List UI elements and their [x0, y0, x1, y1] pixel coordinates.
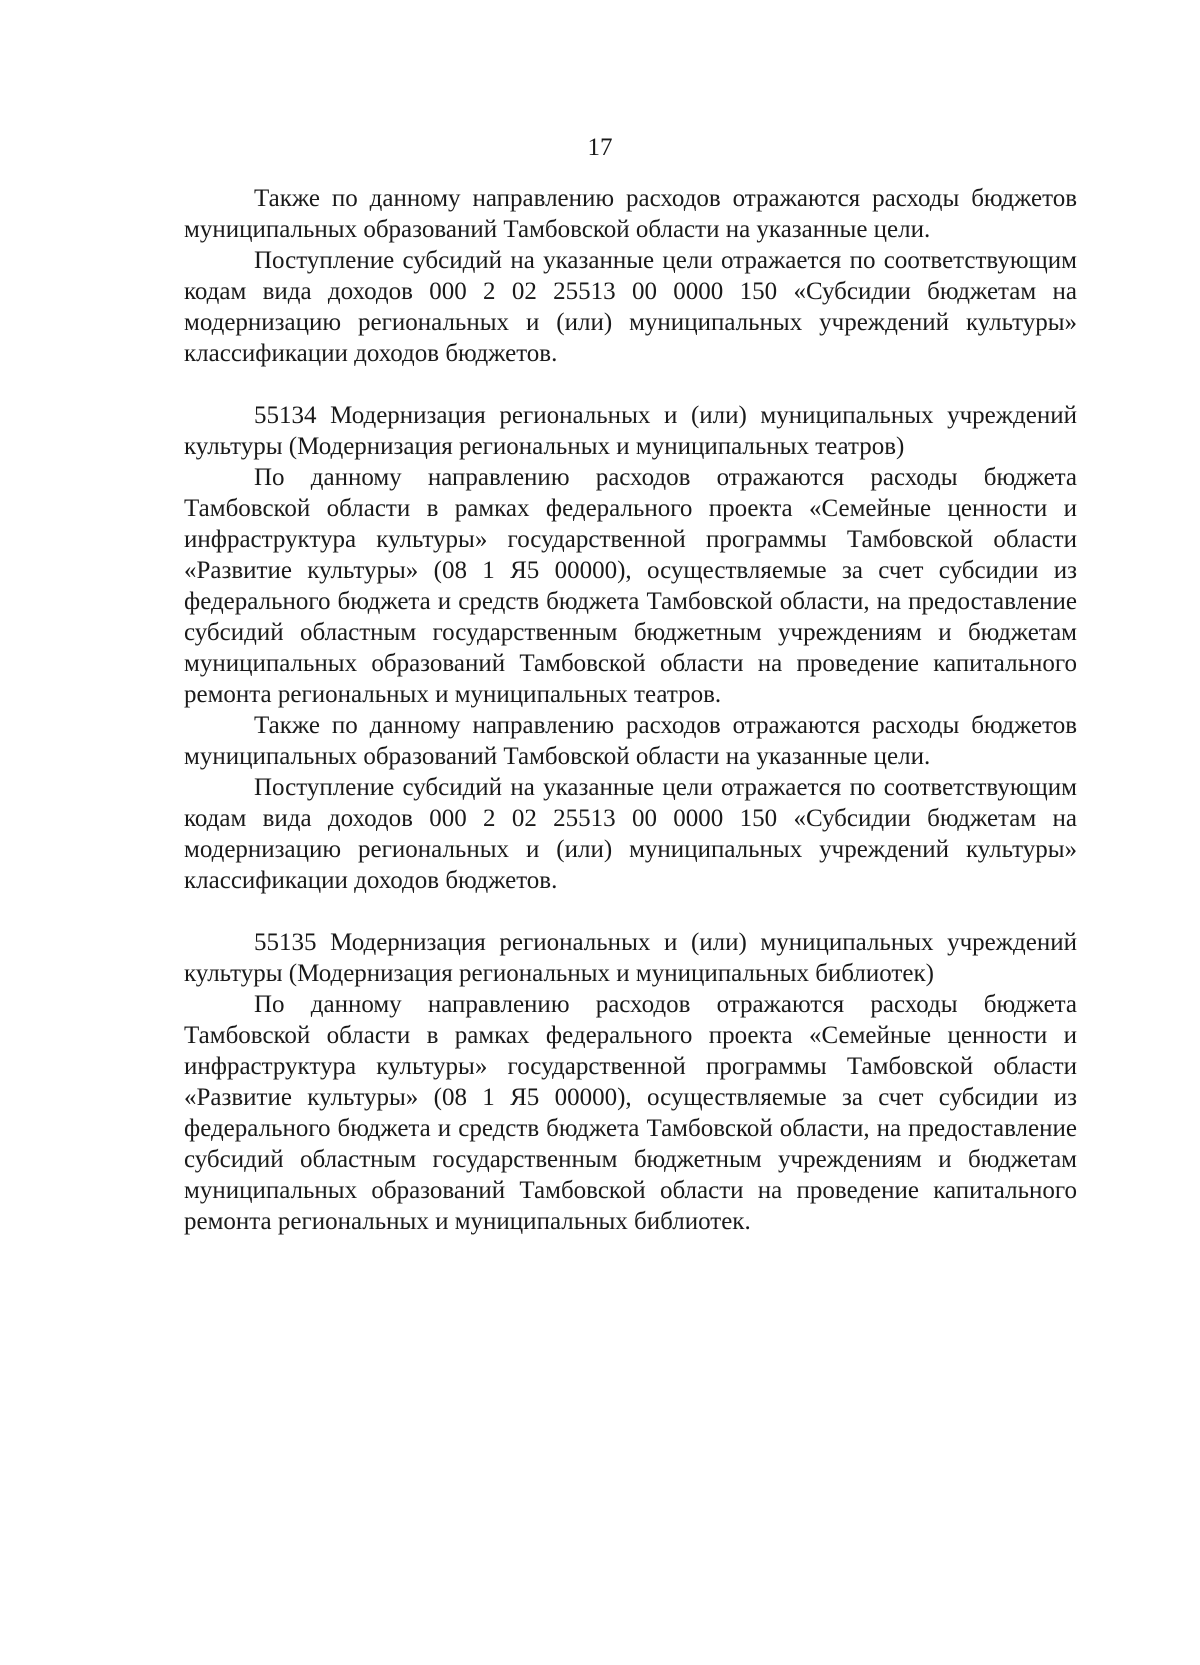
paragraph-subsidy-income-codes: Поступление субсидий на указанные цели отражается по соответствующим кодам вида доходов 000 2 02 25513 00 0000 150 «Субсидии бюджетам на модернизацию региональных и (или) муниципальных учреждений культуры» классификации доходов бюджетов.: [184, 774, 1077, 894]
section-spacer: [184, 896, 1077, 927]
paragraph-subsidy-income-codes: Поступление субсидий на указанные цели отражается по соответствующим кодам вида доходов 000 2 02 25513 00 0000 150 «Субсидии бюджетам на модернизацию региональных и (или) муниципальных учреждений культуры» классификации доходов бюджетов.: [184, 247, 1077, 367]
paragraph-libraries-description: По данному направлению расходов отражаются расходы бюджета Тамбовской области в рамках федерального проекта «Семейные ценности и инфраструктура культуры» государственной программы Тамбовской области «Развитие культуры» (08 1 Я5 00000), осуществляемые за счет субсидии из федерального бюджета и средств бюджета Тамбовской области, на предоставление субсидий областным государственным бюджетным учреждениям и бюджетам муниципальных образований Тамбовской области на проведение капитального ремонта региональных и муниципальных библиотек.: [184, 991, 1077, 1235]
document-body: [184, 183, 1077, 1237]
page-number: 17: [587, 134, 613, 161]
section-heading-55135: 55135 Модернизация региональных и (или) муниципальных учреждений культуры (Модернизация региональных и муниципальных библиотек): [184, 929, 1077, 987]
section-spacer: [184, 369, 1077, 400]
paragraph-expenses-municipal: Также по данному направлению расходов отражаются расходы бюджетов муниципальных образований Тамбовской области на указанные цели.: [184, 712, 1077, 770]
paragraph-expenses-municipal: Также по данному направлению расходов отражаются расходы бюджетов муниципальных образований Тамбовской области на указанные цели.: [184, 185, 1077, 243]
paragraph-theatres-description: По данному направлению расходов отражаются расходы бюджета Тамбовской области в рамках федерального проекта «Семейные ценности и инфраструктура культуры» государственной программы Тамбовской области «Развитие культуры» (08 1 Я5 00000), осуществляемые за счет субсидии из федерального бюджета и средств бюджета Тамбовской области, на предоставление субсидий областным государственным бюджетным учреждениям и бюджетам муниципальных образований Тамбовской области на проведение капитального ремонта региональных и муниципальных театров.: [184, 464, 1077, 708]
section-heading-55134: 55134 Модернизация региональных и (или) муниципальных учреждений культуры (Модернизация региональных и муниципальных театров): [184, 402, 1077, 460]
